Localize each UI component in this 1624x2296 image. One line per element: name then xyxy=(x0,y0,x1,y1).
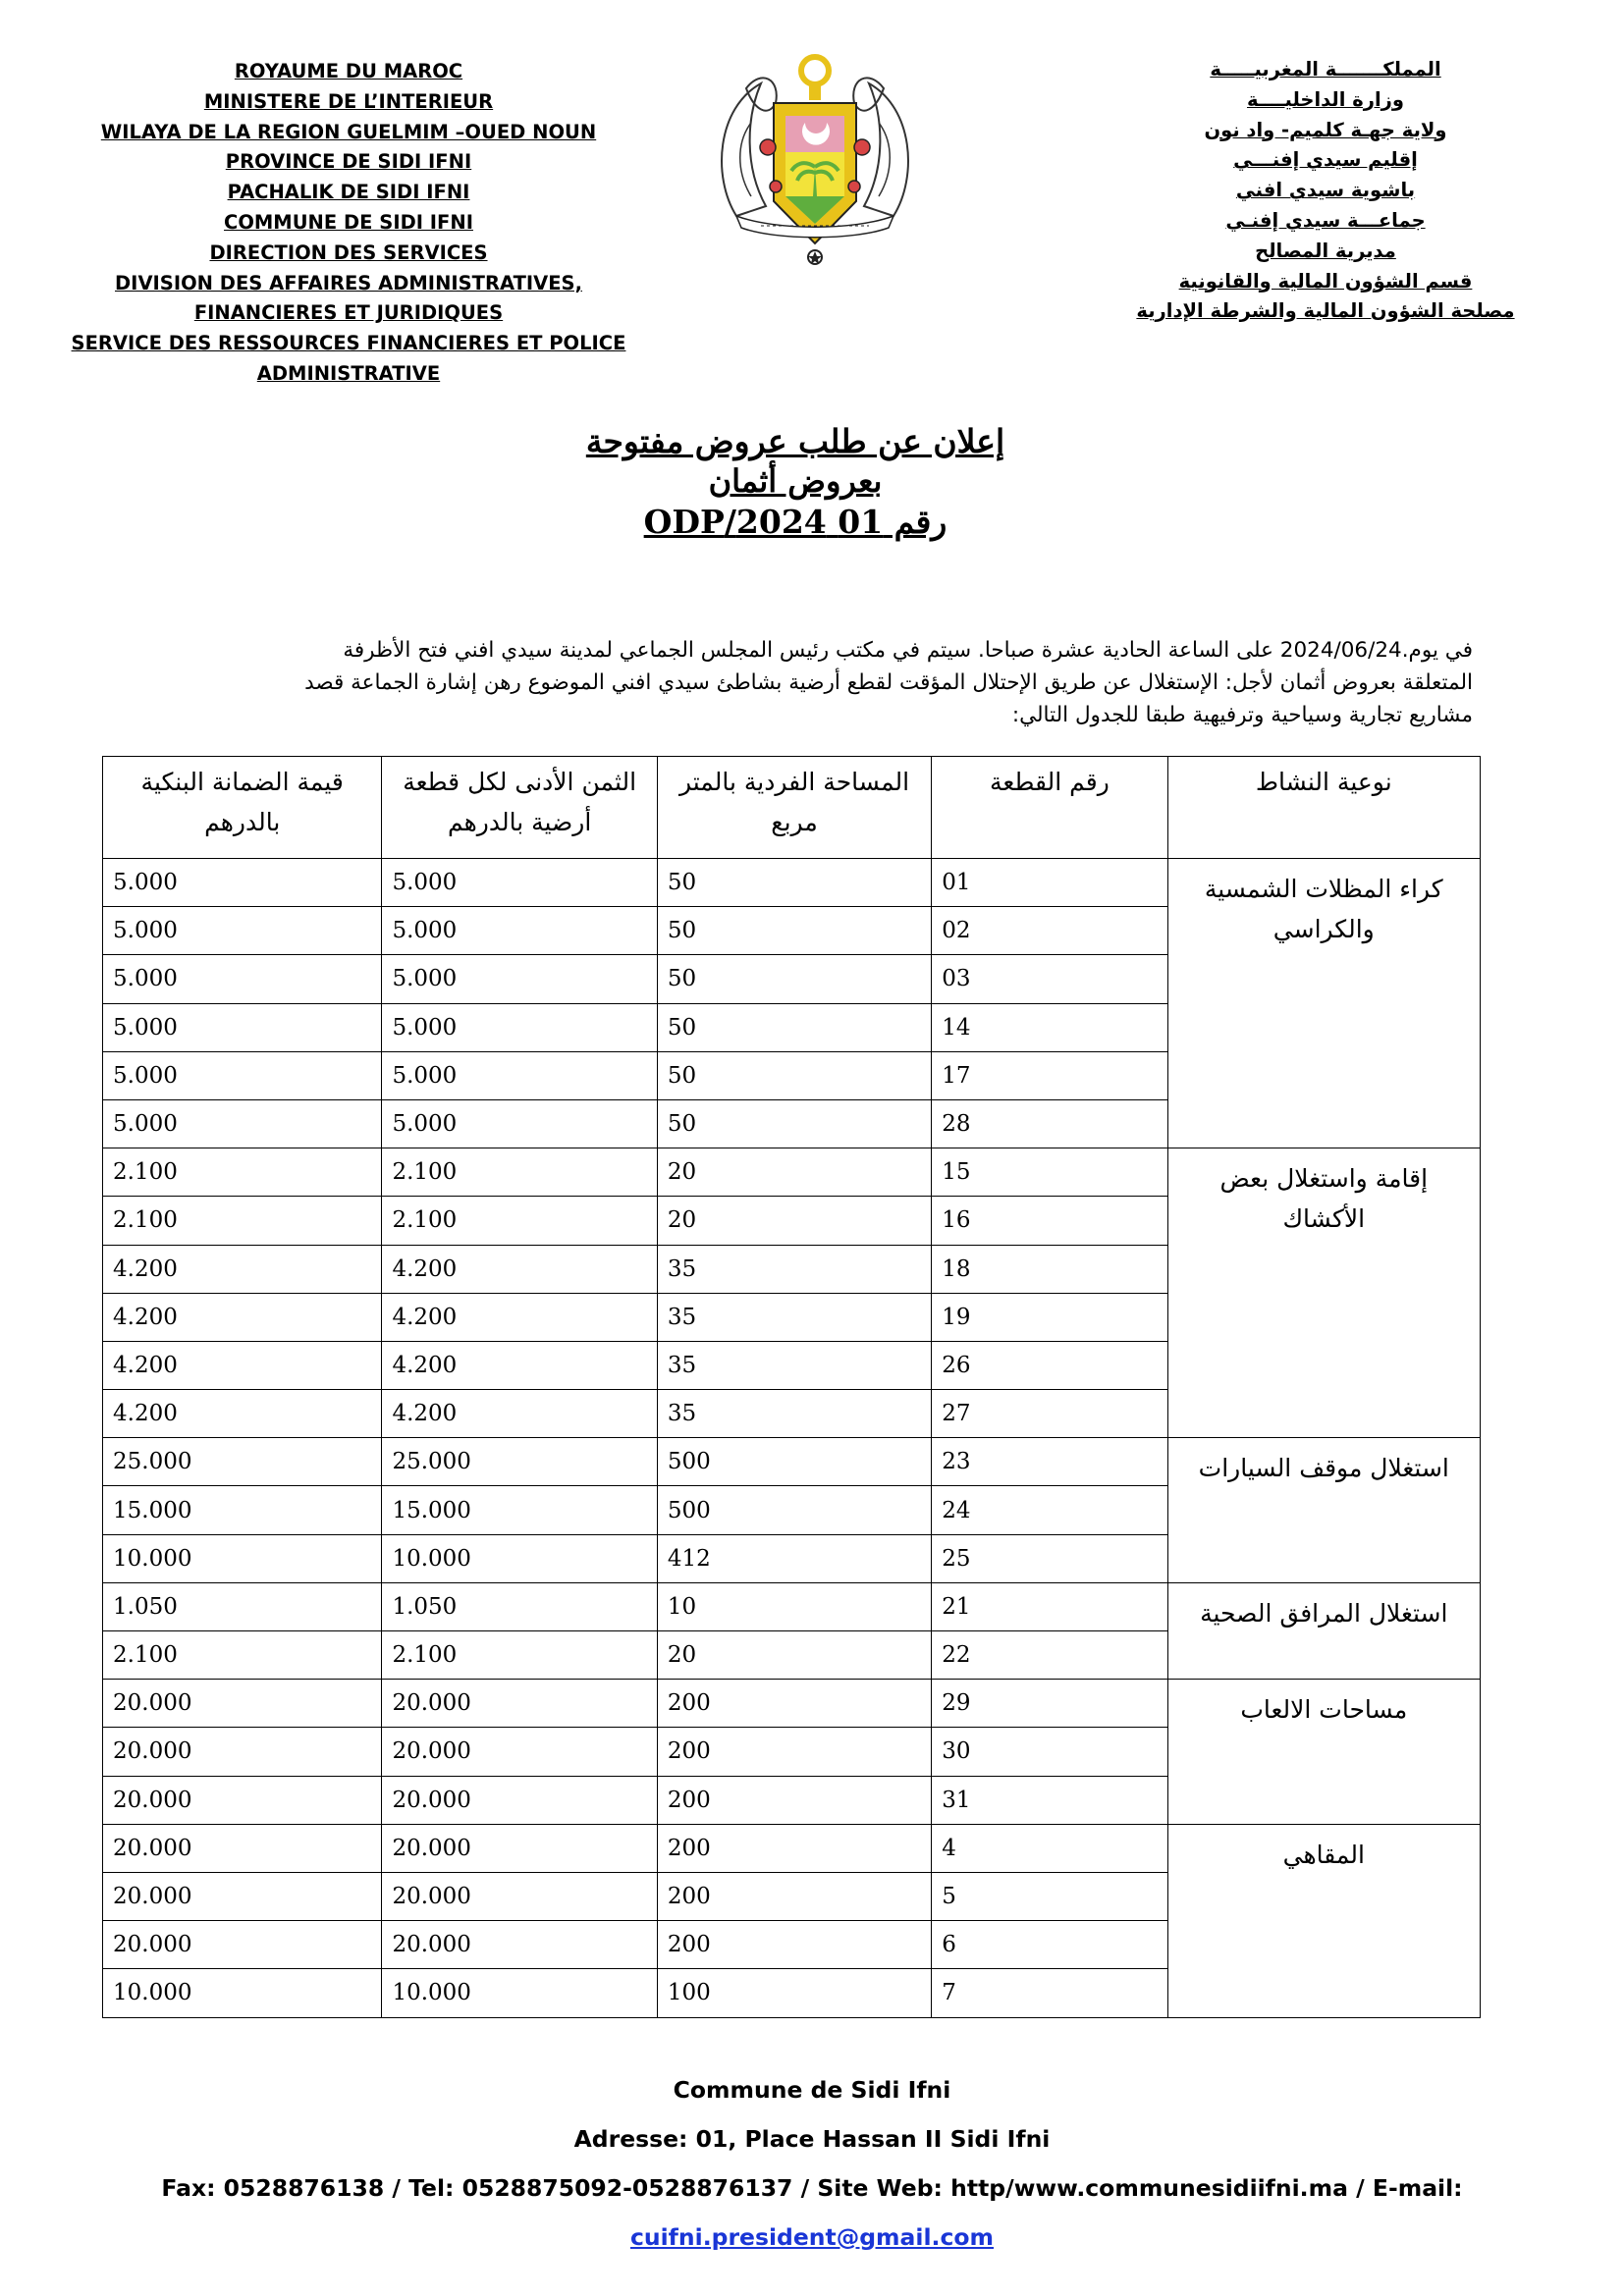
intro-line-3: مشاريع تجارية وسياحية وترفيهية طبقا للجدول التالي: xyxy=(1011,703,1473,727)
footer-contacts: Fax: 0528876138 / Tel: 0528875092-0528876137 / Site Web: http/www.communesidiifni.ma / E-mail: xyxy=(161,2174,1463,2202)
plot-number-cell: 30 xyxy=(932,1728,1167,1776)
guarantee-cell: 20.000 xyxy=(103,1872,382,1920)
plot-number-cell: 02 xyxy=(932,907,1167,955)
area-cell: 20 xyxy=(657,1631,931,1680)
guarantee-cell: 4.200 xyxy=(103,1341,382,1389)
area-cell: 35 xyxy=(657,1341,931,1389)
header-right-line: مديرية المصالح xyxy=(1255,239,1396,262)
guarantee-cell: 20.000 xyxy=(103,1824,382,1872)
area-cell: 50 xyxy=(657,907,931,955)
area-cell: 35 xyxy=(657,1390,931,1438)
min-price-cell: 20.000 xyxy=(382,1824,657,1872)
plot-number-cell: 27 xyxy=(932,1390,1167,1438)
plot-number-cell: 6 xyxy=(932,1921,1167,1969)
title-line-3: رقم 01 2024/ODP xyxy=(643,503,947,541)
guarantee-cell: 20.000 xyxy=(103,1921,382,1969)
min-price-cell: 20.000 xyxy=(382,1921,657,1969)
area-cell: 200 xyxy=(657,1728,931,1776)
activity-cell: إقامة واستغلال بعض الأكشاك xyxy=(1167,1148,1480,1438)
min-price-cell: 20.000 xyxy=(382,1872,657,1920)
guarantee-cell: 15.000 xyxy=(103,1486,382,1534)
min-price-cell: 15.000 xyxy=(382,1486,657,1534)
plot-number-cell: 16 xyxy=(932,1197,1167,1245)
header-right-line: قسم الشؤون المالية والقانونية xyxy=(1178,269,1473,293)
plot-number-cell: 24 xyxy=(932,1486,1167,1534)
plot-number-cell: 29 xyxy=(932,1680,1167,1728)
area-cell: 200 xyxy=(657,1921,931,1969)
guarantee-cell: 4.200 xyxy=(103,1390,382,1438)
guarantee-cell: 20.000 xyxy=(103,1776,382,1824)
intro-line-1: في يوم.2024/06/24 على الساعة الحادية عشرة صباحا. سيتم في مكتب رئيس المجلس الجماعي لمدينة سيدي افني فتح الأظرفة xyxy=(343,638,1473,663)
header-activity: نوعية النشاط xyxy=(1167,757,1480,859)
header-left-line: PROVINCE DE SIDI IFNI xyxy=(225,150,472,174)
area-cell: 50 xyxy=(657,1051,931,1099)
area-cell: 35 xyxy=(657,1245,931,1293)
header-left-line: PACHALIK DE SIDI IFNI xyxy=(227,181,470,204)
table-header-row xyxy=(103,757,1481,859)
header-right-line: وزارة الداخليــــة xyxy=(1247,87,1404,111)
footer xyxy=(0,2065,1624,2262)
plot-number-cell: 28 xyxy=(932,1099,1167,1148)
activity-cell: كراء المظلات الشمسية والكراسي xyxy=(1167,859,1480,1148)
plot-number-cell: 03 xyxy=(932,955,1167,1003)
guarantee-cell: 10.000 xyxy=(103,1969,382,2017)
guarantee-cell: 20.000 xyxy=(103,1680,382,1728)
plot-number-cell: 19 xyxy=(932,1293,1167,1341)
activity-cell: المقاهي xyxy=(1167,1824,1480,2017)
header-right-line: جماعـــة سيدي إفنـي xyxy=(1225,208,1426,232)
plot-number-cell: 23 xyxy=(932,1438,1167,1486)
title-line-1: إعلان عن طلب عروض مفتوحة xyxy=(585,422,1005,460)
table-row xyxy=(103,1582,1481,1630)
guarantee-cell: 5.000 xyxy=(103,907,382,955)
guarantee-cell: 2.100 xyxy=(103,1631,382,1680)
guarantee-cell: 10.000 xyxy=(103,1534,382,1582)
area-cell: 10 xyxy=(657,1582,931,1630)
min-price-cell: 20.000 xyxy=(382,1680,657,1728)
plot-number-cell: 21 xyxy=(932,1582,1167,1630)
header-right-line: باشوية سيدي افني xyxy=(1235,179,1416,202)
guarantee-cell: 5.000 xyxy=(103,1051,382,1099)
footer-commune: Commune de Sidi Ifni xyxy=(673,2076,951,2104)
min-price-cell: 10.000 xyxy=(382,1534,657,1582)
area-cell: 200 xyxy=(657,1824,931,1872)
announcement-title xyxy=(491,422,1100,544)
area-cell: 412 xyxy=(657,1534,931,1582)
min-price-cell: 5.000 xyxy=(382,1003,657,1051)
plot-number-cell: 01 xyxy=(932,859,1167,907)
intro-line-2: المتعلقة بعروض أثمان لأجل: الإستغلال عن طريق الإحتلال المؤقت لقطع أرضية بشاطئ سيدي افني الموضوع رهن إشارة الجماعة قصد xyxy=(304,670,1473,695)
min-price-cell: 5.000 xyxy=(382,955,657,1003)
plot-number-cell: 26 xyxy=(932,1341,1167,1389)
plot-number-cell: 15 xyxy=(932,1148,1167,1197)
plot-number-cell: 4 xyxy=(932,1824,1167,1872)
header-left-line: MINISTERE DE L’INTERIEUR xyxy=(203,89,494,113)
min-price-cell: 20.000 xyxy=(382,1776,657,1824)
guarantee-cell: 1.050 xyxy=(103,1582,382,1630)
plot-number-cell: 22 xyxy=(932,1631,1167,1680)
guarantee-cell: 5.000 xyxy=(103,955,382,1003)
footer-email-link[interactable]: cuifni.president@gmail.com xyxy=(629,2223,995,2251)
plot-number-cell: 5 xyxy=(932,1872,1167,1920)
guarantee-cell: 5.000 xyxy=(103,1003,382,1051)
header-left-line: WILAYA DE LA REGION GUELMIM –OUED NOUN xyxy=(100,120,597,143)
area-cell: 100 xyxy=(657,1969,931,2017)
header-left-line: ROYAUME DU MAROC xyxy=(234,60,463,82)
plots-table xyxy=(102,756,1481,2018)
min-price-cell: 10.000 xyxy=(382,1969,657,2017)
area-cell: 20 xyxy=(657,1148,931,1197)
min-price-cell: 20.000 xyxy=(382,1728,657,1776)
min-price-cell: 4.200 xyxy=(382,1390,657,1438)
area-cell: 500 xyxy=(657,1486,931,1534)
plot-number-cell: 17 xyxy=(932,1051,1167,1099)
min-price-cell: 4.200 xyxy=(382,1293,657,1341)
plot-number-cell: 18 xyxy=(932,1245,1167,1293)
guarantee-cell: 2.100 xyxy=(103,1148,382,1197)
table-row xyxy=(103,1148,1481,1197)
header-min-price: الثمن الأدنى لكل قطعة أرضية بالدرهم xyxy=(382,757,657,859)
min-price-cell: 2.100 xyxy=(382,1148,657,1197)
header-right-arabic xyxy=(1119,55,1532,327)
plot-number-cell: 31 xyxy=(932,1776,1167,1824)
plot-number-cell: 7 xyxy=(932,1969,1167,2017)
area-cell: 50 xyxy=(657,1099,931,1148)
header-right-line: ولاية جهـة كلميم- واد نون xyxy=(1204,118,1447,141)
header-left-line: ADMINISTRATIVE xyxy=(256,361,441,385)
header-plot-number: رقم القطعة xyxy=(932,757,1167,859)
area-cell: 200 xyxy=(657,1680,931,1728)
header-left-line: FINANCIERES ET JURIDIQUES xyxy=(193,301,504,325)
header-left-line: COMMUNE DE SIDI IFNI xyxy=(224,210,473,234)
table-body xyxy=(103,859,1481,2018)
min-price-cell: 25.000 xyxy=(382,1438,657,1486)
min-price-cell: 1.050 xyxy=(382,1582,657,1630)
header-right-line: مصلحة الشؤون المالية والشرطة الإدارية xyxy=(1136,299,1515,323)
header-left-line: DIRECTION DES SERVICES xyxy=(209,240,488,264)
commune-emblem-icon xyxy=(707,49,923,270)
table-row xyxy=(103,859,1481,907)
activity-cell: مساحات الالعاب xyxy=(1167,1680,1480,1825)
min-price-cell: 5.000 xyxy=(382,907,657,955)
min-price-cell: 2.100 xyxy=(382,1197,657,1245)
area-cell: 50 xyxy=(657,859,931,907)
area-cell: 200 xyxy=(657,1776,931,1824)
intro-paragraph xyxy=(98,634,1473,731)
area-cell: 200 xyxy=(657,1872,931,1920)
area-cell: 50 xyxy=(657,1003,931,1051)
header-left-line: SERVICE DES RESSOURCES FINANCIERES ET POLICE xyxy=(71,332,626,355)
header-right-line: المملكـــــــة المغربيـــــة xyxy=(1210,58,1441,80)
guarantee-cell: 20.000 xyxy=(103,1728,382,1776)
activity-cell: استغلال المرافق الصحية xyxy=(1167,1582,1480,1679)
table-row xyxy=(103,1438,1481,1486)
header-area: المساحة الفردية بالمتر مربع xyxy=(657,757,931,859)
footer-address: Adresse: 01, Place Hassan II Sidi Ifni xyxy=(573,2125,1051,2153)
area-cell: 35 xyxy=(657,1293,931,1341)
area-cell: 20 xyxy=(657,1197,931,1245)
min-price-cell: 4.200 xyxy=(382,1245,657,1293)
guarantee-cell: 5.000 xyxy=(103,859,382,907)
min-price-cell: 5.000 xyxy=(382,1099,657,1148)
guarantee-cell: 25.000 xyxy=(103,1438,382,1486)
table-row xyxy=(103,1680,1481,1728)
header-left-french xyxy=(59,57,638,390)
activity-cell: استغلال موقف السيارات xyxy=(1167,1438,1480,1583)
min-price-cell: 5.000 xyxy=(382,859,657,907)
min-price-cell: 2.100 xyxy=(382,1631,657,1680)
area-cell: 500 xyxy=(657,1438,931,1486)
title-line-2: بعروض أثمان xyxy=(708,462,883,500)
min-price-cell: 4.200 xyxy=(382,1341,657,1389)
guarantee-cell: 4.200 xyxy=(103,1293,382,1341)
header-guarantee: قيمة الضمانة البنكية بالدرهم xyxy=(103,757,382,859)
guarantee-cell: 5.000 xyxy=(103,1099,382,1148)
header-left-line: DIVISION DES AFFAIRES ADMINISTRATIVES, xyxy=(115,271,582,294)
area-cell: 50 xyxy=(657,955,931,1003)
plot-number-cell: 25 xyxy=(932,1534,1167,1582)
guarantee-cell: 2.100 xyxy=(103,1197,382,1245)
table-row xyxy=(103,1824,1481,1872)
min-price-cell: 5.000 xyxy=(382,1051,657,1099)
plot-number-cell: 14 xyxy=(932,1003,1167,1051)
guarantee-cell: 4.200 xyxy=(103,1245,382,1293)
header-right-line: إقليم سيدي إفنـــي xyxy=(1233,148,1418,172)
